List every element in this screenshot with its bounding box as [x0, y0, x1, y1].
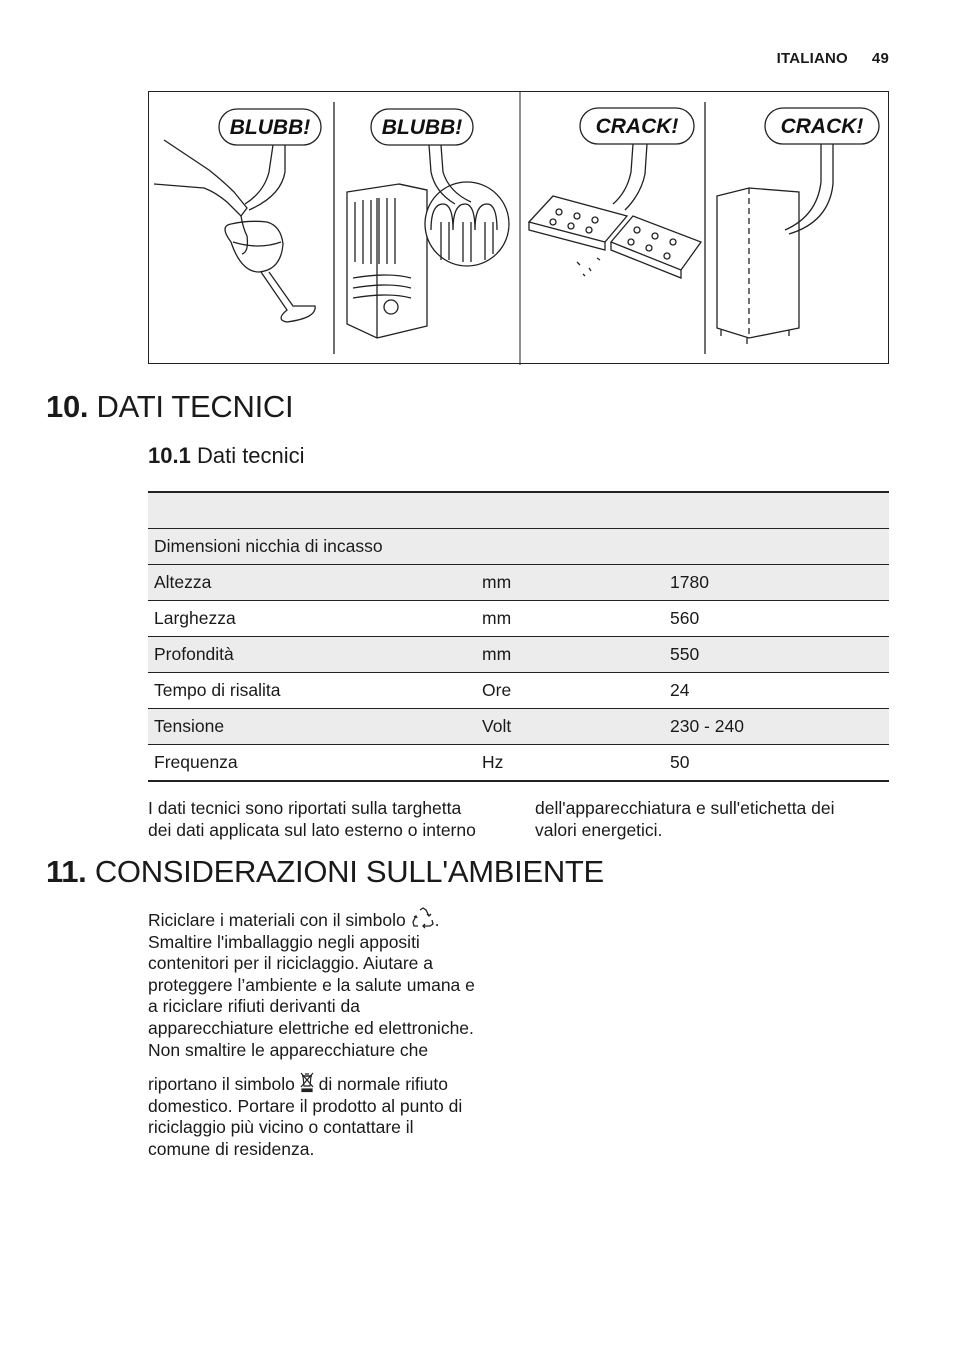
text-line: dell'apparecchiatura e sull'etichetta dei [535, 798, 835, 818]
table-row [148, 601, 889, 637]
section-number: 11. [46, 854, 87, 889]
table-row [148, 673, 889, 709]
bubble-text: CRACK! [595, 115, 679, 138]
page-header [777, 50, 889, 67]
text-line: dei dati applicata sul lato esterno o interno [148, 820, 476, 840]
row-label: Altezza [148, 565, 476, 601]
row-value: 24 [664, 673, 889, 709]
noise-illustration [148, 91, 889, 364]
technical-data-table [148, 491, 889, 782]
section-title: CONSIDERAZIONI SULL'AMBIENTE [94, 854, 604, 889]
note-left-column [148, 797, 508, 841]
text-line: apparecchiature elettriche ed elettroniche. [148, 1017, 474, 1038]
row-label: Frequenza [148, 745, 476, 782]
row-label: Tempo di risalita [148, 673, 476, 709]
text-line: proteggere l’ambiente e la salute umana e [148, 974, 475, 995]
language-label: ITALIANO [776, 50, 848, 67]
table-row [148, 565, 889, 601]
table-row [148, 745, 889, 782]
environment-paragraph-1 [148, 907, 508, 1061]
crossed-bin-icon [300, 1071, 314, 1093]
row-label: Larghezza [148, 601, 476, 637]
subsection-title: Dati tecnici [196, 443, 305, 468]
section-10-heading [46, 389, 293, 425]
row-unit: mm [476, 637, 664, 673]
page-number: 49 [871, 50, 889, 67]
text-line [148, 907, 508, 932]
text-line: riciclaggio più vicino o contattare il [148, 1117, 414, 1138]
text-line: a riciclare rifiuti derivanti da [148, 996, 361, 1017]
text-fragment: Riciclare i materiali con il simbolo [148, 910, 406, 930]
row-unit: mm [476, 565, 664, 601]
text-fragment: di normale rifiuto [318, 1074, 448, 1094]
recycle-icon [411, 907, 435, 929]
environment-paragraph-2 [148, 1071, 508, 1160]
text-fragment: . [434, 910, 440, 930]
bubble-text: BLUBB! [229, 116, 311, 139]
section-title: DATI TECNICI [96, 389, 294, 424]
row-value: 50 [664, 745, 889, 782]
row-unit: Hz [476, 745, 664, 782]
group-label: Dimensioni nicchia di incasso [148, 529, 889, 565]
section-11-heading [46, 854, 604, 890]
text-line: valori energetici. [535, 820, 663, 840]
text-line: I dati tecnici sono riportati sulla targhetta [148, 798, 462, 818]
ice-tray-cracking-icon [529, 196, 701, 278]
section-number: 10. [46, 389, 89, 424]
row-unit: Volt [476, 709, 664, 745]
subsection-number: 10.1 [148, 443, 191, 468]
text-line: comune di residenza. [148, 1138, 315, 1159]
row-value: 230 - 240 [664, 709, 889, 745]
fridge-coils-icon [347, 182, 509, 338]
row-label: Profondità [148, 637, 476, 673]
row-value: 550 [664, 637, 889, 673]
row-label: Tensione [148, 709, 476, 745]
text-line [148, 1071, 508, 1096]
row-unit: Ore [476, 673, 664, 709]
row-value: 560 [664, 601, 889, 637]
text-line: domestico. Portare il prodotto al punto di [148, 1095, 463, 1116]
row-unit: mm [476, 601, 664, 637]
table-header-row [148, 492, 889, 529]
note-right-column [535, 797, 895, 841]
text-line: Smaltire l'imballaggio negli appositi [148, 931, 420, 952]
fridge-cabinet-icon [717, 188, 799, 344]
text-line: Non smaltire le apparecchiature che [148, 1039, 429, 1060]
table-group-row [148, 529, 889, 565]
row-value: 1780 [664, 565, 889, 601]
bubble-text: CRACK! [780, 115, 864, 138]
table-row [148, 709, 889, 745]
text-fragment: riportano il simbolo [148, 1074, 295, 1094]
bubble-text: BLUBB! [381, 116, 463, 139]
subsection-heading [148, 443, 305, 469]
text-line: contenitori per il riciclaggio. Aiutare a [148, 953, 434, 974]
wine-pouring-icon [154, 140, 315, 322]
table-row [148, 637, 889, 673]
